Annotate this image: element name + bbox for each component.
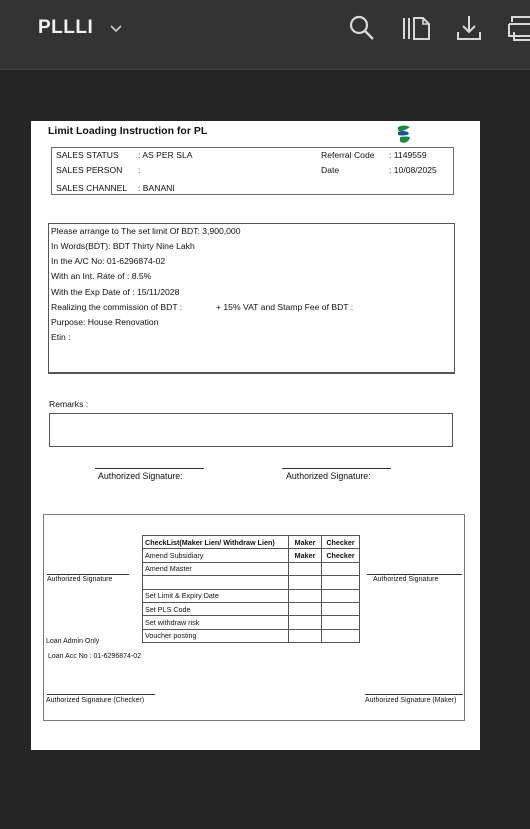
print-icon[interactable] bbox=[506, 12, 530, 44]
checker-cell bbox=[322, 616, 360, 629]
maker-cell bbox=[289, 602, 322, 615]
authorized-signature-right: Authorized Signature: bbox=[286, 471, 371, 481]
table-row bbox=[143, 616, 360, 629]
checker-cell bbox=[322, 629, 360, 642]
maker-cell bbox=[289, 616, 322, 629]
sales-status-value: : AS PER SLA bbox=[138, 150, 193, 160]
instruction-exp-date: With the Exp Date of : 15/11/2028 bbox=[51, 287, 180, 297]
checker-cell bbox=[322, 589, 360, 602]
maker-cell bbox=[289, 589, 322, 602]
checklist-item: Amend Subsidiary bbox=[143, 549, 289, 562]
maker-cell bbox=[289, 629, 322, 642]
instruction-commission: Realizing the commission of BDT : bbox=[51, 302, 183, 312]
referral-code-value: : 1149559 bbox=[389, 150, 427, 160]
instruction-rate: With an Int. Rate of : 8.5% bbox=[51, 271, 152, 281]
remarks-box bbox=[49, 413, 453, 447]
checklist-header: CheckList(Maker Lien/ Withdraw Lien) bbox=[143, 536, 289, 549]
authorized-signature-checker: Authorized Signature (Checker) bbox=[46, 697, 145, 704]
table-row bbox=[143, 536, 360, 549]
sales-status-label: SALES STATUS bbox=[56, 150, 119, 160]
document-page bbox=[31, 121, 480, 750]
table-row bbox=[143, 576, 360, 589]
checker-cell bbox=[322, 562, 360, 575]
signature-line-checker bbox=[47, 694, 155, 695]
date-value: : 10/08/2025 bbox=[389, 165, 437, 175]
authorized-signature-left: Authorized Signature: bbox=[98, 471, 183, 481]
checker-cell bbox=[322, 602, 360, 615]
instruction-limit: Please arrange to The set limit Of BDT: 3,900,000 bbox=[51, 226, 241, 236]
maker-cell bbox=[289, 562, 322, 575]
instruction-in-words: In Words(BDT): BDT Thirty Nine Lakh bbox=[51, 241, 195, 251]
date-label: Date bbox=[321, 165, 340, 175]
checker-cell bbox=[322, 576, 360, 589]
checklist-table bbox=[142, 535, 360, 643]
table-row bbox=[143, 549, 360, 562]
checklist-item: Amend Master bbox=[143, 562, 289, 575]
signature-line-admin-left bbox=[47, 574, 129, 575]
form-title: Limit Loading Instruction for PL bbox=[48, 125, 208, 137]
signature-line-left bbox=[95, 468, 204, 469]
signature-line-maker bbox=[365, 694, 463, 695]
authorized-signature-admin-left: Authorized Signature bbox=[47, 576, 113, 583]
table-row bbox=[143, 602, 360, 615]
maker-cell bbox=[289, 576, 322, 589]
checklist-item: Set Limit & Expiry Date bbox=[143, 589, 289, 602]
pages-icon[interactable] bbox=[400, 12, 432, 44]
search-icon[interactable] bbox=[346, 12, 378, 44]
instruction-purpose: Purpose: House Renovation bbox=[51, 317, 159, 327]
referral-code-label: Referral Code bbox=[321, 150, 375, 160]
loan-admin-only-label: Loan Admin Only bbox=[46, 638, 100, 645]
checklist-item bbox=[143, 576, 289, 589]
authorized-signature-maker: Authorized Signature (Maker) bbox=[365, 697, 457, 704]
table-row bbox=[143, 629, 360, 642]
bank-logo-icon bbox=[395, 124, 413, 144]
sales-person-value: : bbox=[138, 165, 141, 175]
maker-cell: Maker bbox=[289, 549, 322, 562]
authorized-signature-admin-right: Authorized Signature bbox=[373, 576, 439, 583]
remarks-label: Remarks : bbox=[49, 399, 89, 409]
instruction-account: In the A/C No: 01-6296874-02 bbox=[51, 256, 166, 266]
signature-line-admin-right bbox=[367, 574, 462, 575]
loan-account-number: Loan Acc No : 01-6296874-02 bbox=[48, 653, 142, 660]
chevron-down-icon[interactable] bbox=[106, 17, 126, 39]
download-icon[interactable] bbox=[453, 12, 485, 44]
table-row bbox=[143, 589, 360, 602]
checker-header: Checker bbox=[322, 536, 360, 549]
checklist-item: Set PLS Code bbox=[143, 602, 289, 615]
maker-header: Maker bbox=[289, 536, 322, 549]
table-row bbox=[143, 562, 360, 575]
toolbar bbox=[0, 0, 530, 70]
document-title-button[interactable]: PLLLI bbox=[38, 17, 94, 38]
sales-channel-label: SALES CHANNEL bbox=[56, 183, 128, 193]
sales-channel-value: : BANANI bbox=[138, 183, 175, 193]
instruction-etin: Etin : bbox=[51, 332, 71, 342]
checker-cell: Checker bbox=[322, 549, 360, 562]
sales-person-label: SALES PERSON bbox=[56, 165, 123, 175]
signature-line-right bbox=[282, 468, 391, 469]
checklist-item: Voucher posting bbox=[143, 629, 289, 642]
instruction-vat: + 15% VAT and Stamp Fee of BDT : bbox=[216, 302, 354, 312]
checklist-item: Set withdraw risk bbox=[143, 616, 289, 629]
